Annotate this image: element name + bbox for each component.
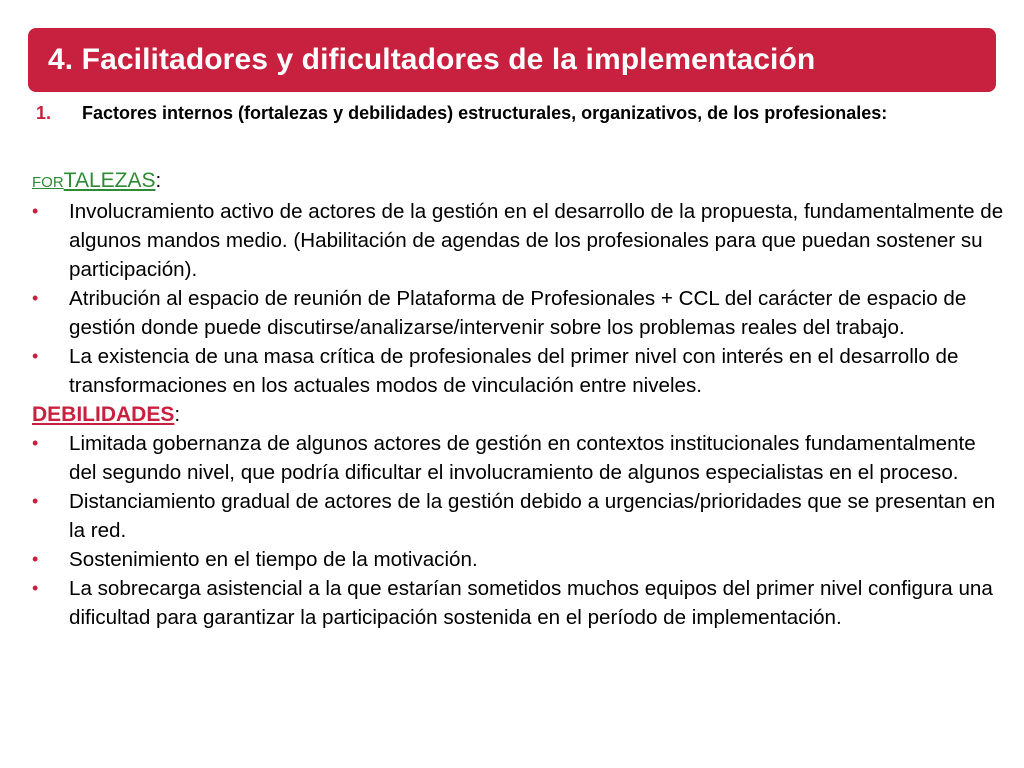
heading-text: Factores internos (fortalezas y debilidades) estructurales, organizativos, de los profesionales: xyxy=(82,103,888,123)
bullet-icon: • xyxy=(32,346,39,366)
list-item xyxy=(32,429,1007,487)
bullet-icon: • xyxy=(32,433,39,453)
fortalezas-item-text: Atribución al espacio de reunión de Plataforma de Profesionales + CCL del carácter de espacio de gestión donde puede discutirse/analizarse/intervenir sobre los problemas reales del trabajo. xyxy=(69,287,967,339)
bullet-icon: • xyxy=(32,549,39,569)
fortalezas-label-rest: TALEZAS xyxy=(63,169,156,192)
slide-title: 4. Facilitadores y dificultadores de la implementación xyxy=(48,43,816,76)
fortalezas-list xyxy=(32,197,1007,400)
bullet-icon: • xyxy=(32,288,39,308)
fortalezas-heading xyxy=(32,166,1007,197)
list-item xyxy=(32,574,1007,632)
debilidades-label: DEBILIDADES xyxy=(32,403,175,426)
list-item xyxy=(32,342,1007,400)
list-item xyxy=(32,487,1007,545)
debilidades-item-text: La sobrecarga asistencial a la que estarían sometidos muchos equipos del primer nivel configura una dificultad para garantizar la participación sostenida en el período de implementación. xyxy=(69,577,993,629)
content-body xyxy=(32,166,1007,632)
list-item xyxy=(32,545,1007,574)
debilidades-list xyxy=(32,429,1007,632)
bullet-icon: • xyxy=(32,491,39,511)
title-bar xyxy=(28,28,996,92)
debilidades-item-text: Sostenimiento en el tiempo de la motivación. xyxy=(69,548,478,571)
bullet-icon: • xyxy=(32,201,39,221)
bullet-icon: • xyxy=(32,578,39,598)
debilidades-item-text: Distanciamiento gradual de actores de la gestión debido a urgencias/prioridades que se presentan en la red. xyxy=(69,490,996,542)
heading-number: 1. xyxy=(36,103,52,123)
debilidades-colon: : xyxy=(174,403,181,426)
debilidades-heading xyxy=(32,400,1007,429)
list-item xyxy=(32,197,1007,284)
fortalezas-item-text: Involucramiento activo de actores de la gestión en el desarrollo de la propuesta, fundamentalmente de algunos mandos medio. (Habilitación de agendas de los profesionales para que puedan sostener su participación). xyxy=(69,200,1004,281)
fortalezas-item-text: La existencia de una masa crítica de profesionales del primer nivel con interés en el desarrollo de transformaciones en los actuales modos de vinculación entre niveles. xyxy=(69,345,959,397)
numbered-heading xyxy=(36,100,996,126)
fortalezas-colon: : xyxy=(155,169,162,192)
list-item xyxy=(32,284,1007,342)
fortalezas-label-prefix: FOR xyxy=(32,174,64,191)
debilidades-item-text: Limitada gobernanza de algunos actores de gestión en contextos institucionales fundamentalmente del segundo nivel, que podría dificultar el involucramiento de algunos especialistas en el proceso. xyxy=(69,432,976,484)
